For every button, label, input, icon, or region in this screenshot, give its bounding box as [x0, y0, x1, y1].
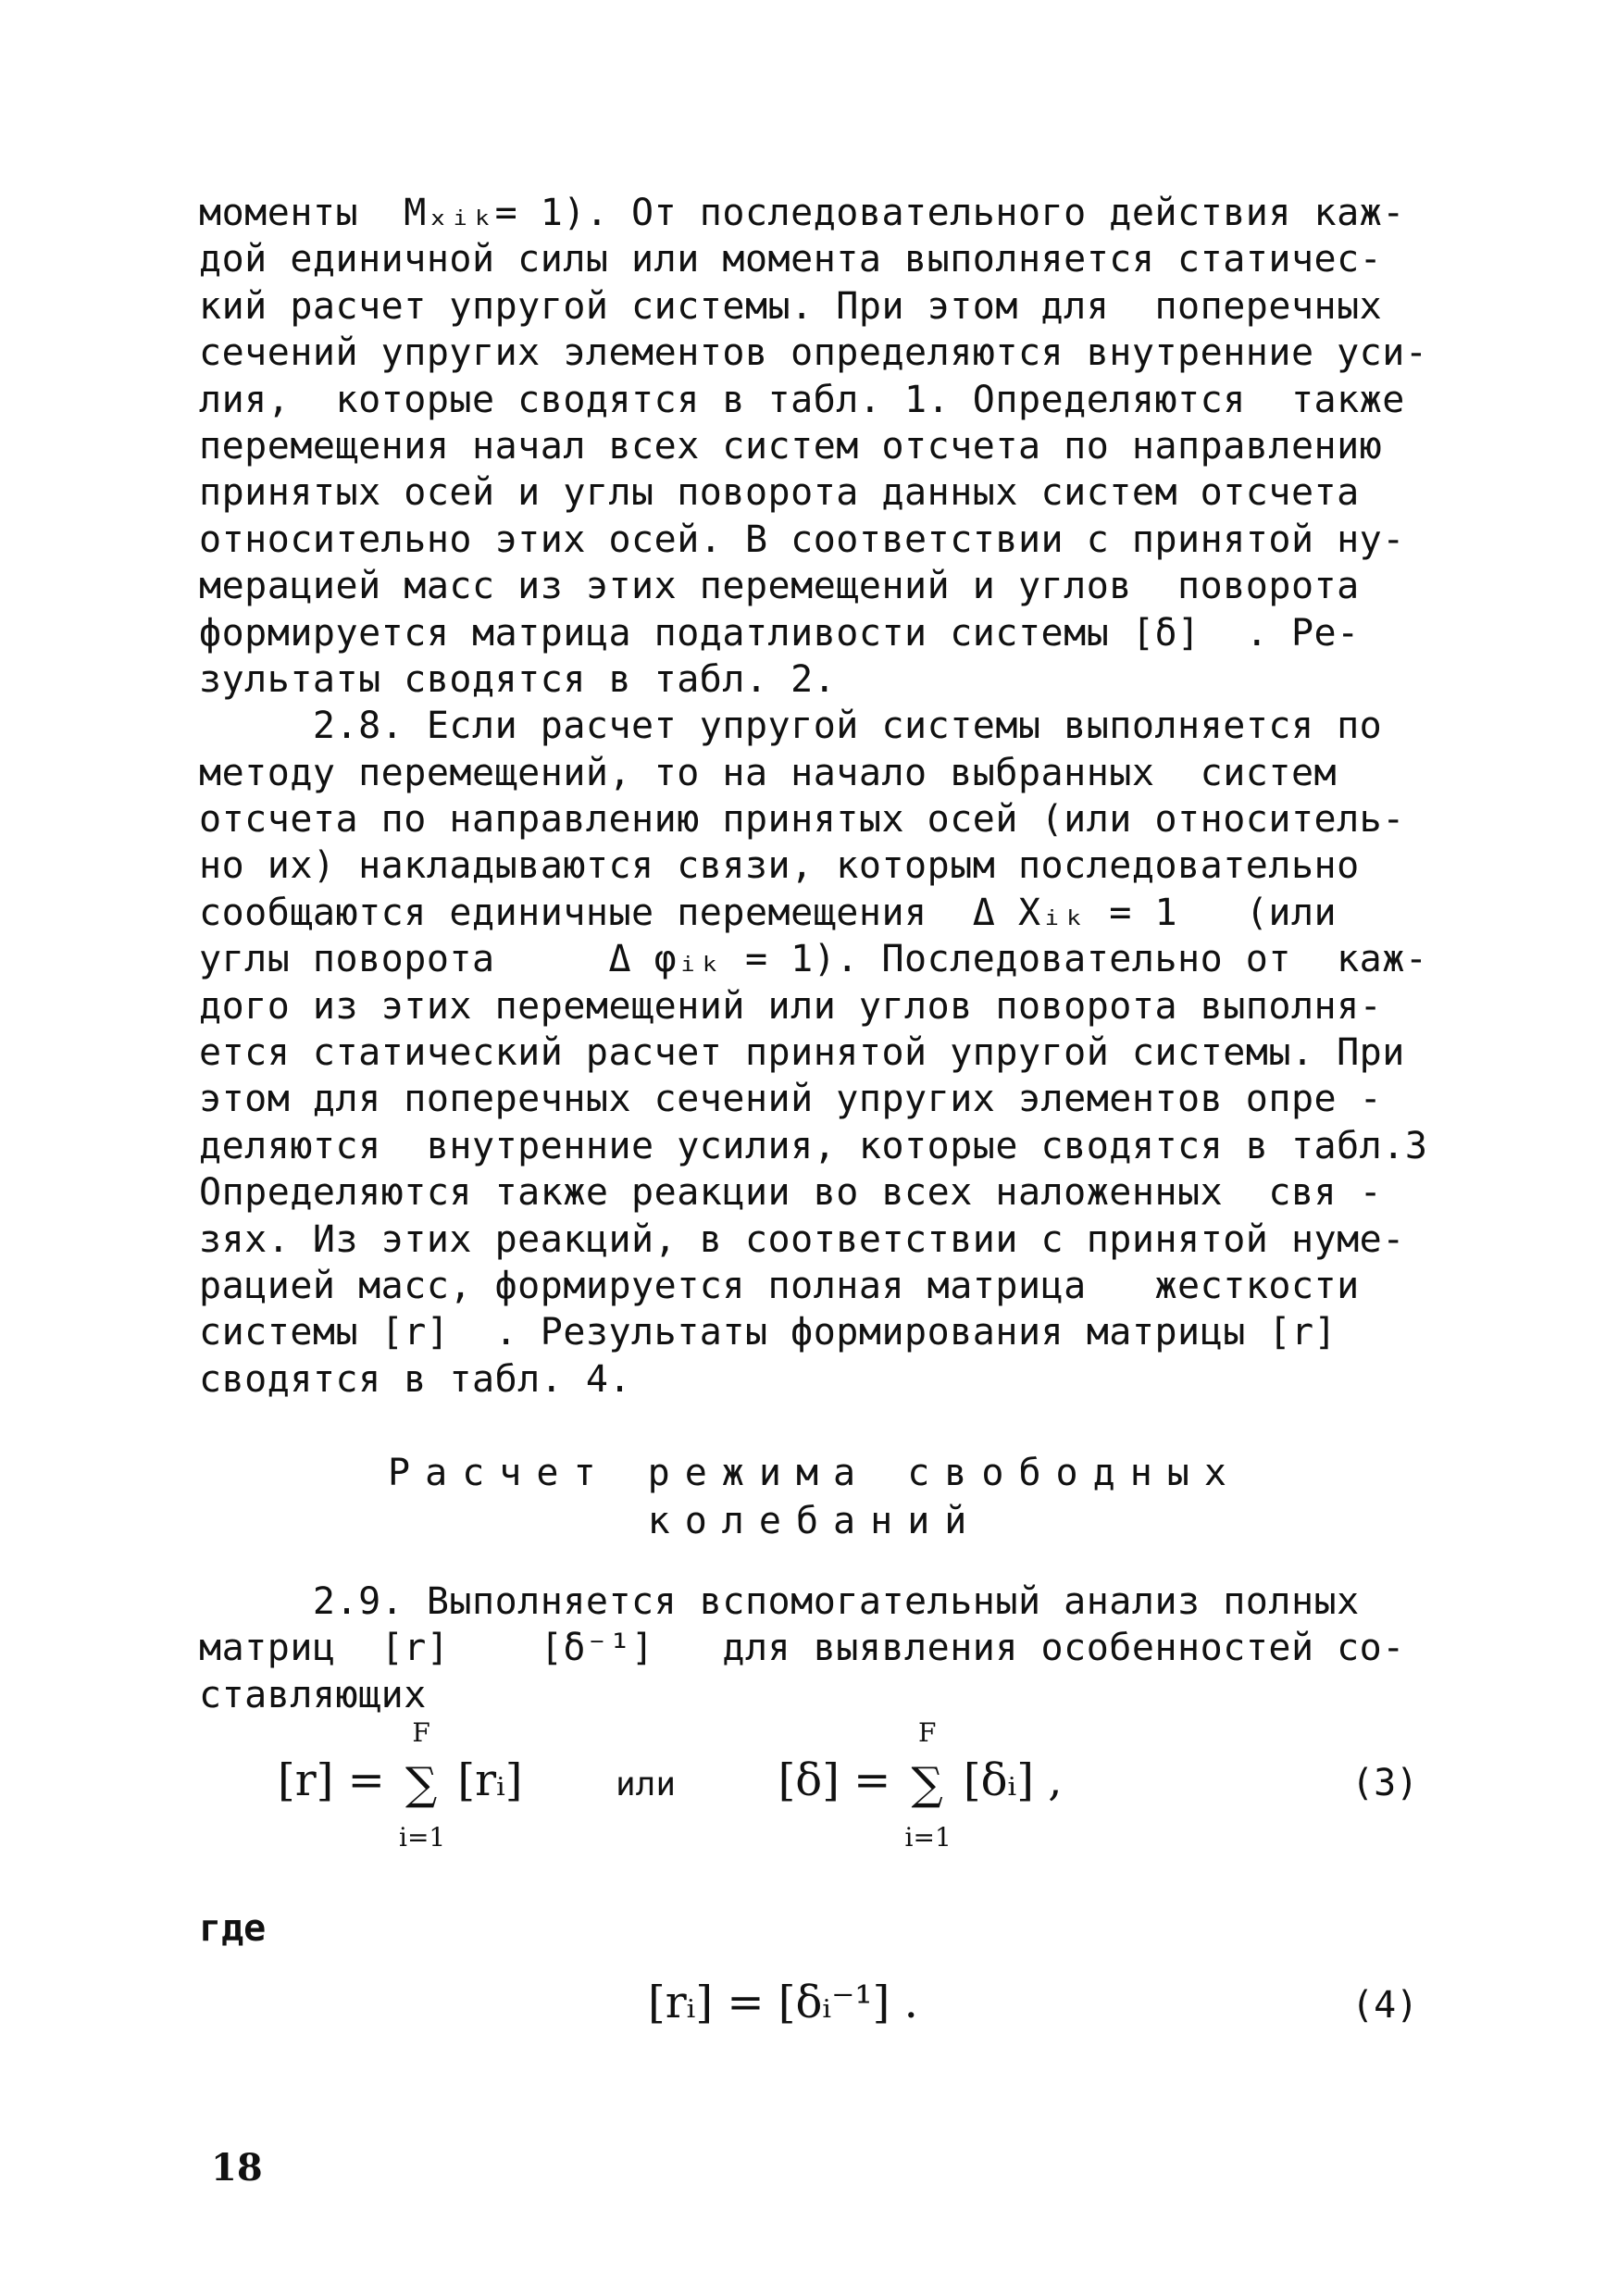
- text-line: лия, которые сводятся в табл. 1. Определяются также: [199, 378, 1405, 421]
- text-line: кий расчет упругой системы. При этом для поперечных: [199, 284, 1383, 328]
- equation-3: [278, 1716, 1435, 1853]
- text-line: мерацией масс из этих перемещений и углов поворота: [199, 565, 1360, 608]
- text-line: сообщаются единичные перемещения Δ Xᵢₖ = 1 (или: [199, 891, 1338, 934]
- eq3-sum-2: ∑ F i=1: [905, 1758, 950, 1810]
- text-line: но их) накладываются связи, которым последовательно: [199, 844, 1360, 888]
- text-line: отсчета по направлению принятых осей (или относитель-: [199, 798, 1405, 842]
- where-word: где: [199, 1907, 267, 1950]
- text-line: принятых осей и углы поворота данных систем отсчета: [199, 471, 1360, 515]
- text-line: сводятся в табл. 4.: [199, 1357, 632, 1401]
- eq3-sum-1: ∑ F i=1: [399, 1758, 443, 1810]
- heading-line-1: Расчет режима свободных: [388, 1452, 1241, 1494]
- equation-4: [648, 1977, 1435, 2051]
- eq3-lhs1: [r] =: [278, 1754, 400, 1806]
- eq3-term2: [δᵢ] ,: [963, 1754, 1063, 1806]
- paragraph-2: [199, 1578, 1430, 1718]
- text-line: методу перемещений, то на начало выбранных систем: [199, 751, 1338, 794]
- text-line: деляются внутренние усилия, которые сводятся в табл.3: [199, 1124, 1428, 1167]
- text-line: 2.9. Выполняется вспомогательный анализ полных: [199, 1580, 1360, 1623]
- eq3-number: (3): [1351, 1762, 1419, 1804]
- paragraph-1: [199, 190, 1430, 1403]
- text-line: моменты Mₓᵢₖ= 1). От последовательного действия каж-: [199, 192, 1405, 234]
- text-line: относительно этих осей. В соответствии с принятой ну-: [199, 518, 1405, 561]
- text-line: сечений упругих элементов определяются внутренние уси-: [199, 331, 1428, 375]
- text-line: системы [r] . Результаты формирования матрицы [r]: [199, 1311, 1338, 1354]
- eq3-sum1-top: F: [412, 1716, 430, 1748]
- text-line: зях. Из этих реакций, в соответствии с принятой нуме-: [199, 1217, 1405, 1261]
- text-line: формируется матрица податливости системы [δ] . Ре-: [199, 611, 1360, 655]
- eq3-connector: или: [616, 1766, 677, 1803]
- heading-line-2: колебаний: [647, 1500, 982, 1542]
- text-line: 2.8. Если расчет упругой системы выполняется по: [199, 705, 1383, 748]
- eq3-sum1-bottom: i=1: [399, 1821, 446, 1853]
- text-line: рацией масс, формируется полная матрица жесткости: [199, 1264, 1360, 1307]
- text-line: матриц [r] [δ⁻¹] для выявления особенностей со-: [199, 1627, 1405, 1670]
- eq3-sum2-bottom: i=1: [904, 1821, 952, 1853]
- eq4-text: [rᵢ] = [δᵢ⁻¹] .: [648, 1977, 918, 2028]
- section-heading: [199, 1449, 1430, 1545]
- text-line: углы поворота Δ φᵢₖ = 1). Последовательно от каж-: [199, 938, 1428, 981]
- text-line: этом для поперечных сечений упругих элементов опре -: [199, 1078, 1383, 1121]
- eq3-sum2-top: F: [917, 1716, 937, 1748]
- eq3-term1: [rᵢ]: [457, 1754, 523, 1806]
- text-line: дой единичной силы или момента выполняется статичес-: [199, 238, 1383, 281]
- text-line: ется статический расчет принятой упругой системы. При: [199, 1031, 1405, 1075]
- page-number: 18: [211, 2146, 263, 2190]
- eq3-lhs2: [δ] =: [778, 1754, 905, 1806]
- page-content: [199, 190, 1430, 1716]
- text-line: Определяются также реакции во всех наложенных свя -: [199, 1171, 1383, 1215]
- text-line: перемещения начал всех систем отсчета по направлению: [199, 424, 1383, 468]
- eq4-number: (4): [1351, 1984, 1419, 2027]
- text-line: ставляющих: [199, 1673, 427, 1716]
- text-line: зультаты сводятся в табл. 2.: [199, 657, 837, 701]
- text-line: дого из этих перемещений или углов поворота выполня-: [199, 984, 1383, 1028]
